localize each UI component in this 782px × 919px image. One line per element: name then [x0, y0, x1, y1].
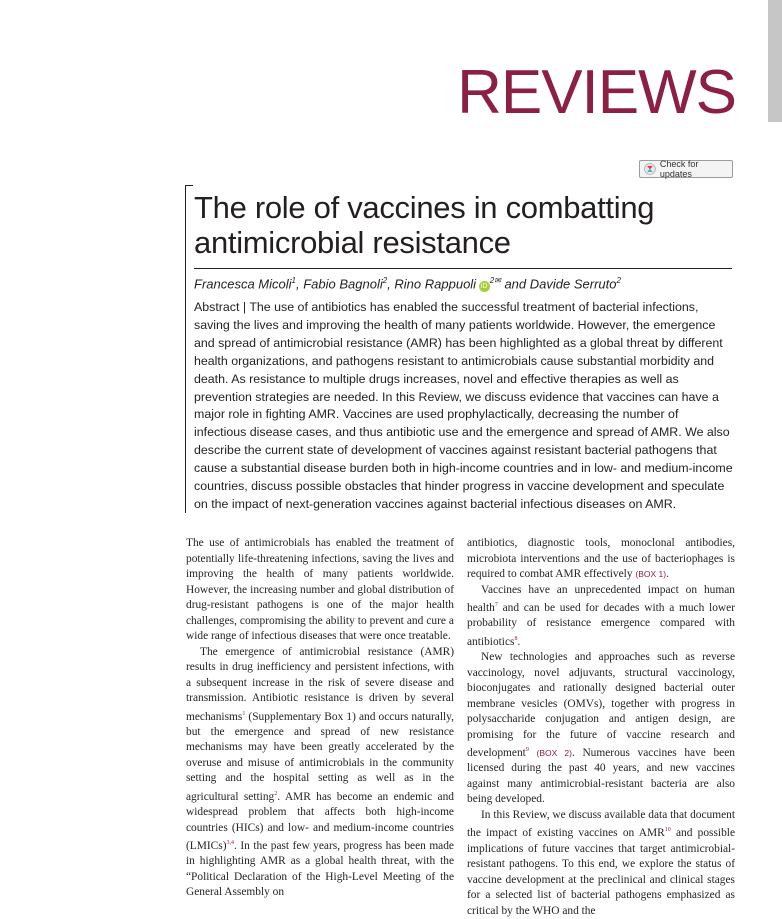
reference-link[interactable]: 8	[514, 635, 518, 642]
orcid-icon[interactable]: iD	[479, 281, 490, 292]
body-column-right	[467, 536, 735, 919]
author-list	[194, 276, 754, 292]
box-link[interactable]: (BOX 1)	[635, 569, 667, 579]
envelope-icon[interactable]: ✉	[494, 276, 501, 285]
body-paragraph: New technologies and approaches such as reverse vaccinology, novel adjuvants, structural vaccinology, bioconjugates and rationally designed bacterial outer membrane vesicles (OMVs), together with progress in polysaccharide conjugation and antigen design, are promising for the future of vaccine research and development$^9$ (BOX 2). Numerous vaccines have been licensed during the past 40 years, and new vaccines against many antimicrobial-resistant bacteria are also being developed.	[467, 651, 735, 806]
body-paragraph: Vaccines have an unprecedented impact on human health$^7$ and can be used for decades with a much lower probability of resistance emergence compared with antibiotics$^8$.	[467, 583, 735, 648]
box-link[interactable]: (BOX 2)	[536, 747, 572, 758]
reference-link[interactable]: 3,4	[226, 840, 234, 847]
crossmark-icon	[644, 163, 656, 175]
author-affiliation: 2	[382, 276, 388, 285]
abstract-text: The use of antibiotics has enabled the successful treatment of bacterial infections, saving the lives and improving the health of many patients worldwide. However, the emergence and spread of antimicrobial resistance (AMR) has been highlighted as a global threat by different health organizations, and pathogens resistant to antimicrobials cause substantial morbidity and death. As resistance to multiple drugs increases, novel and effective therapies as well as prevention strategies are needed. In this Review, we discuss evidence that vaccines can have a major role in fighting AMR. Vaccines are used prophylactically, decreasing the number of infectious disease cases, and thus antibiotic use and the emergence and spread of AMR. We also describe the current state of development of vaccines against resistant bacterial pathogens that cause a substantial disease burden both in high-income countries and in low- and medium-income countries, discuss possible obstacles that hinder progress in vaccine development and speculate on the impact of next-generation vaccines against bacterial infectious diseases on AMR.	[194, 300, 733, 511]
abstract	[194, 299, 734, 514]
reference-link[interactable]: 10	[664, 827, 671, 834]
reference-link[interactable]: 2	[274, 790, 278, 797]
author-affiliation: 1	[291, 276, 296, 285]
author-name[interactable]: Davide Serruto	[529, 276, 617, 292]
check-updates-label: Check for updates	[659, 159, 699, 179]
reference-link[interactable]: 9	[525, 747, 529, 754]
reference-link[interactable]: 1	[242, 710, 246, 717]
author-affiliation: 2	[616, 276, 621, 285]
author-name[interactable]: Francesca Micoli	[194, 276, 292, 292]
title-rule	[194, 268, 732, 269]
body-paragraph: In this Review, we discuss available data that document the impact of existing vaccines on AMR$^{10}$ and possible implications of future vaccines that target antimicrobial-resistant pathogens. To this end, we explore the status of vaccine development at the preclinical and clinical stages for a selected list of bacterial pathogens emphasized as critical by the WHO and the	[467, 808, 736, 917]
abstract-label: Abstract |	[194, 300, 247, 314]
title-bracket-top	[185, 185, 193, 186]
body-column-left	[186, 536, 454, 901]
title-bracket	[185, 185, 186, 513]
author-name[interactable]: Rino Rappuoli	[394, 276, 477, 292]
author-and: and	[500, 276, 530, 292]
body-paragraph: The use of antimicrobials has enabled the treatment of potentially life-threatening infections, saving the lives and improving the health of many patients worldwide. However, the increasing number and global distribution of drug-resistant pathogens is one of the major health challenges, compromising the ability to prevent and cure a wide range of infectious diseases that were once treatable.	[186, 537, 454, 642]
article-title: The role of vaccines in combatting antimicrobial resistance	[194, 190, 655, 260]
reference-link[interactable]: 7	[494, 602, 498, 608]
author-name[interactable]: Fabio Bagnoli	[303, 276, 383, 292]
body-paragraph: antibiotics, diagnostic tools, monoclonal antibodies, microbiota interventions and the use of bacteriophages is required to combat AMR effectively (BOX 1).	[467, 537, 735, 580]
author-separator: ,	[387, 276, 395, 292]
section-label: REVIEWS	[457, 58, 736, 127]
side-tab	[768, 0, 782, 122]
author-affiliation: 2	[489, 276, 495, 285]
check-for-updates-button[interactable]	[639, 160, 733, 178]
author-separator: ,	[295, 276, 304, 292]
body-paragraph: The emergence of antimicrobial resistance (AMR) results in drug inefficiency and persistent infections, with a subsequent increase in the risk of severe disease and transmission. Antibiotic resistance is driven by several mechanisms$^1$ (Supplementary Box 1) and occurs naturally, but the emergence and spread of new resistance mechanisms may have been greatly accelerated by the overuse and misuse of antimicrobials in the community setting and the hospital setting as well as in the agricultural setting$^2$. AMR has become an endemic and widespread problem that affects both high-income countries (HICs) and low- and medium-income countries (LMICs)$^{3,4}$. In the past few years, progress has been made in highlighting AMR as a global health threat, with the “Political Declaration of the High-Level Meeting of the General Assembly on	[186, 645, 454, 899]
